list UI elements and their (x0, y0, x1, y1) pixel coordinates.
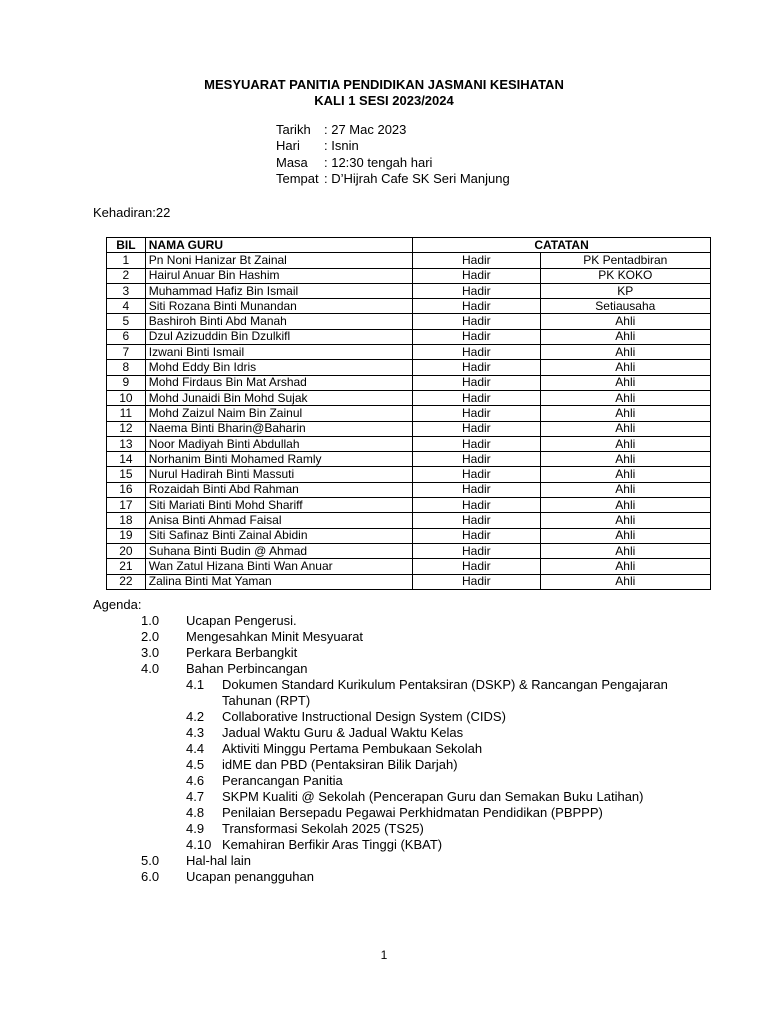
table-row (107, 498, 711, 513)
teacher-role: Ahli (540, 482, 710, 497)
attendance-status: Hadir (413, 390, 541, 405)
row-number: 6 (107, 329, 146, 344)
meta-label: Masa (276, 154, 308, 170)
row-number: 9 (107, 375, 146, 390)
teacher-role: Ahli (540, 574, 710, 589)
table-row (107, 574, 711, 589)
teacher-role: Ahli (540, 452, 710, 467)
agenda-subnumber: 4.8 (186, 805, 205, 820)
teacher-role: Ahli (540, 559, 710, 574)
meeting-details (276, 122, 510, 187)
teacher-name: Rozaidah Binti Abd Rahman (145, 482, 412, 497)
teacher-name: Nurul Hadirah Binti Massuti (145, 467, 412, 482)
table-row (107, 314, 711, 329)
agenda-subitem: Aktiviti Minggu Pertama Pembukaan Sekolah (222, 741, 483, 756)
row-number: 1 (107, 253, 146, 268)
table-row (107, 329, 711, 344)
agenda-subnumber: 4.6 (186, 773, 205, 788)
row-number: 22 (107, 574, 146, 589)
attendance-count: Kehadiran:22 (93, 205, 171, 220)
teacher-role: Ahli (540, 360, 710, 375)
attendance-status: Hadir (413, 467, 541, 482)
attendance-status: Hadir (413, 482, 541, 497)
table-row (107, 421, 711, 436)
row-number: 3 (107, 283, 146, 298)
row-number: 18 (107, 513, 146, 528)
teacher-name: Anisa Binti Ahmad Faisal (145, 513, 412, 528)
agenda-subnumber: 4.5 (186, 757, 205, 772)
row-number: 7 (107, 345, 146, 360)
teacher-role: Ahli (540, 513, 710, 528)
row-number: 10 (107, 390, 146, 405)
agenda-item: Ucapan Pengerusi. (186, 613, 297, 628)
row-number: 20 (107, 543, 146, 558)
teacher-name: Bashiroh Binti Abd Manah (145, 314, 412, 329)
meta-value: : 27 Mac 2023 (324, 122, 407, 137)
teacher-role: Ahli (540, 314, 710, 329)
agenda-subitem: Penilaian Bersepadu Pegawai Perkhidmatan Pendidikan (PBPPP) (222, 805, 603, 820)
meta-value: : D’Hijrah Cafe SK Seri Manjung (324, 170, 510, 186)
teacher-name: Suhana Binti Budin @ Ahmad (145, 543, 412, 558)
row-number: 14 (107, 452, 146, 467)
agenda-subitem: Collaborative Instructional Design System (CIDS) (222, 709, 506, 724)
attendance-status: Hadir (413, 528, 541, 543)
attendance-status: Hadir (413, 314, 541, 329)
teacher-name: Zalina Binti Mat Yaman (145, 574, 412, 589)
table-row (107, 452, 711, 467)
teacher-name: Siti Mariati Binti Mohd Shariff (145, 498, 412, 513)
attendance-status: Hadir (413, 498, 541, 513)
teacher-name: Siti Rozana Binti Munandan (145, 299, 412, 314)
header-notes: CATATAN (413, 238, 711, 253)
table-row (107, 345, 711, 360)
meta-value: : Isnin (324, 138, 359, 154)
attendance-status: Hadir (413, 559, 541, 574)
table-row (107, 513, 711, 528)
teacher-name: Norhanim Binti Mohamed Ramly (145, 452, 412, 467)
table-row (107, 482, 711, 497)
row-number: 21 (107, 559, 146, 574)
teacher-role: Ahli (540, 406, 710, 421)
row-number: 2 (107, 268, 146, 283)
row-number: 11 (107, 406, 146, 421)
table-row (107, 436, 711, 451)
table-row (107, 299, 711, 314)
meta-row-date (276, 122, 510, 138)
table-row (107, 467, 711, 482)
attendance-status: Hadir (413, 345, 541, 360)
teacher-name: Pn Noni Hanizar Bt Zainal (145, 253, 412, 268)
agenda-item: Perkara Berbangkit (186, 645, 298, 660)
attendance-status: Hadir (413, 406, 541, 421)
teacher-role: KP (540, 283, 710, 298)
agenda-item: Bahan Perbincangan (186, 661, 308, 676)
teacher-role: Ahli (540, 436, 710, 451)
table-row (107, 390, 711, 405)
teacher-role: Ahli (540, 375, 710, 390)
agenda-subnumber: 4.1 (186, 677, 205, 692)
meta-row-place (276, 171, 510, 187)
attendance-status: Hadir (413, 574, 541, 589)
attendance-status: Hadir (413, 299, 541, 314)
agenda-subitem: SKPM Kualiti @ Sekolah (Pencerapan Guru dan Semakan Buku Latihan) (222, 789, 644, 804)
document-title: MESYUARAT PANITIA PENDIDIKAN JASMANI KESIHATAN (204, 77, 564, 92)
table-row (107, 268, 711, 283)
table-row (107, 406, 711, 421)
agenda-subnumber: 4.2 (186, 709, 205, 724)
row-number: 5 (107, 314, 146, 329)
teacher-name: Mohd Firdaus Bin Mat Arshad (145, 375, 412, 390)
agenda-title: Agenda: (93, 597, 142, 612)
attendance-table (106, 237, 711, 590)
agenda-number: 1.0 (141, 613, 160, 628)
attendance-status: Hadir (413, 253, 541, 268)
agenda-item: Ucapan penangguhan (186, 869, 314, 884)
teacher-role: Ahli (540, 543, 710, 558)
teacher-name: Izwani Binti Ismail (145, 345, 412, 360)
table-row (107, 375, 711, 390)
agenda-subnumber: 4.10 (186, 837, 212, 852)
agenda-subnumber: 4.9 (186, 821, 205, 836)
attendance-status: Hadir (413, 436, 541, 451)
row-number: 15 (107, 467, 146, 482)
document-subtitle: KALI 1 SESI 2023/2024 (314, 93, 454, 108)
teacher-name: Noor Madiyah Binti Abdullah (145, 436, 412, 451)
table-row (107, 360, 711, 375)
row-number: 4 (107, 299, 146, 314)
teacher-role: Ahli (540, 498, 710, 513)
attendance-status: Hadir (413, 452, 541, 467)
teacher-name: Naema Binti Bharin@Baharin (145, 421, 412, 436)
teacher-name: Wan Zatul Hizana Binti Wan Anuar (145, 559, 412, 574)
table-header-row (107, 238, 711, 253)
teacher-role: Ahli (540, 528, 710, 543)
row-number: 17 (107, 498, 146, 513)
agenda-subitem: Kemahiran Berfikir Aras Tinggi (KBAT) (222, 837, 443, 852)
agenda-subnumber: 4.3 (186, 725, 205, 740)
page-number: 1 (380, 948, 388, 962)
attendance-status: Hadir (413, 513, 541, 528)
attendance-status: Hadir (413, 283, 541, 298)
attendance-status: Hadir (413, 421, 541, 436)
teacher-name: Mohd Eddy Bin Idris (145, 360, 412, 375)
agenda-number: 4.0 (141, 661, 160, 676)
agenda-subitem: Jadual Waktu Guru & Jadual Waktu Kelas (222, 725, 464, 740)
attendance-status: Hadir (413, 268, 541, 283)
table-row (107, 559, 711, 574)
attendance-status: Hadir (413, 375, 541, 390)
header-name: NAMA GURU (145, 238, 412, 253)
teacher-role: PK KOKO (540, 268, 710, 283)
meta-label: Hari (276, 138, 300, 154)
teacher-name: Hairul Anuar Bin Hashim (145, 268, 412, 283)
table-row (107, 543, 711, 558)
agenda-number: 6.0 (141, 869, 160, 884)
row-number: 12 (107, 421, 146, 436)
agenda-subnumber: 4.7 (186, 789, 205, 804)
agenda-subitem: Dokumen Standard Kurikulum Pentaksiran (DSKP) & Rancangan Pengajaran (222, 677, 668, 692)
teacher-name: Siti Safinaz Binti Zainal Abidin (145, 528, 412, 543)
meta-value: : 12:30 tengah hari (324, 154, 433, 170)
agenda-number: 2.0 (141, 629, 160, 644)
table-row (107, 528, 711, 543)
agenda-subnumber: 4.4 (186, 741, 205, 756)
teacher-name: Dzul Azizuddin Bin Dzulkifl (145, 329, 412, 344)
teacher-name: Muhammad Hafiz Bin Ismail (145, 283, 412, 298)
row-number: 16 (107, 482, 146, 497)
teacher-name: Mohd Junaidi Bin Mohd Sujak (145, 390, 412, 405)
row-number: 8 (107, 360, 146, 375)
attendance-status: Hadir (413, 543, 541, 558)
teacher-role: Ahli (540, 390, 710, 405)
teacher-role: Ahli (540, 345, 710, 360)
meta-label: Tarikh (276, 122, 311, 137)
row-number: 19 (107, 528, 146, 543)
teacher-role: Setiausaha (540, 299, 710, 314)
attendance-status: Hadir (413, 360, 541, 375)
header-bil: BIL (107, 238, 146, 253)
meta-label: Tempat (276, 170, 319, 186)
teacher-role: Ahli (540, 329, 710, 344)
meta-row-time (276, 155, 510, 171)
agenda-number: 5.0 (141, 853, 160, 868)
agenda-subitem: Perancangan Panitia (222, 773, 343, 788)
teacher-role: Ahli (540, 467, 710, 482)
meta-row-day (276, 138, 510, 154)
agenda-item: Hal-hal lain (186, 853, 252, 868)
agenda-subitem: idME dan PBD (Pentaksiran Bilik Darjah) (222, 757, 458, 772)
agenda-subitem: Transformasi Sekolah 2025 (TS25) (222, 821, 424, 836)
teacher-name: Mohd Zaizul Naim Bin Zainul (145, 406, 412, 421)
row-number: 13 (107, 436, 146, 451)
agenda-number: 3.0 (141, 645, 160, 660)
teacher-role: Ahli (540, 421, 710, 436)
attendance-status: Hadir (413, 329, 541, 344)
agenda-subitem-continued: Tahunan (RPT) (222, 693, 311, 708)
agenda-item: Mengesahkan Minit Mesyuarat (186, 629, 364, 644)
teacher-role: PK Pentadbiran (540, 253, 710, 268)
table-row (107, 283, 711, 298)
table-row (107, 253, 711, 268)
